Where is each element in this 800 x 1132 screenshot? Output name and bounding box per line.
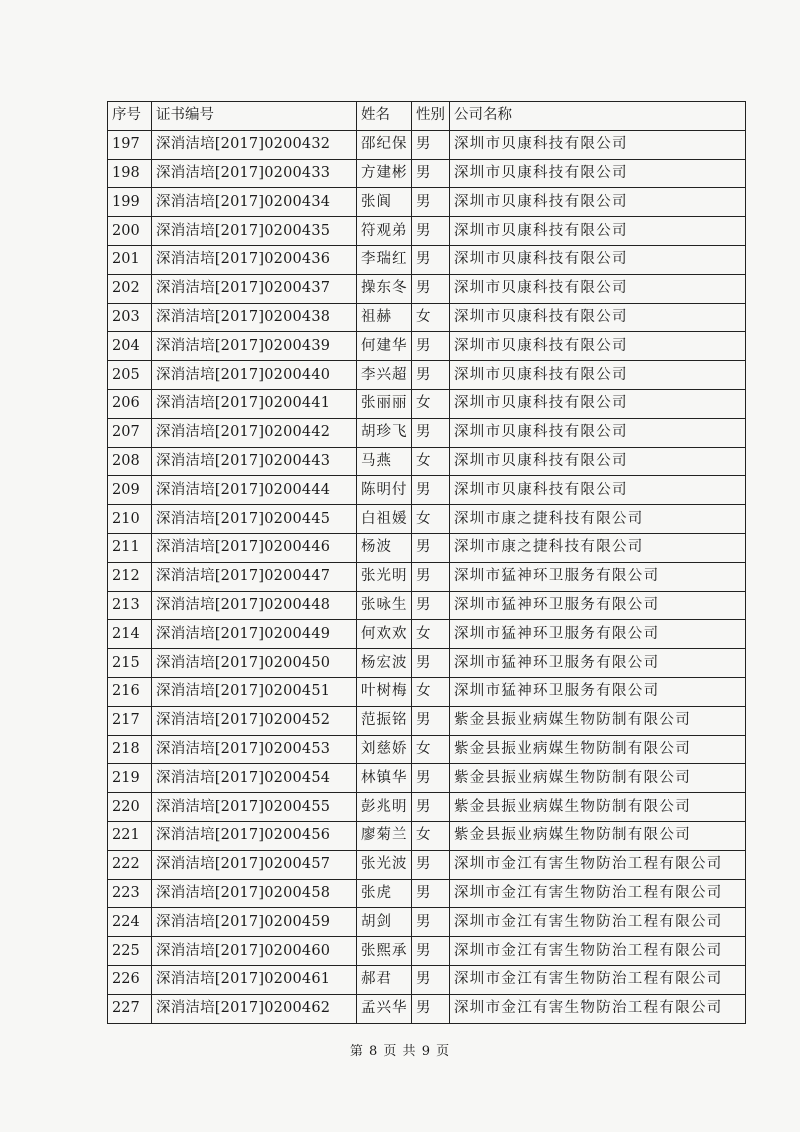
table-row xyxy=(108,965,746,994)
cell-cert: 深消洁培[2017]0200458 xyxy=(152,879,357,908)
cell-cert: 深消洁培[2017]0200456 xyxy=(152,821,357,850)
cell-no: 218 xyxy=(108,735,152,764)
table-row xyxy=(108,649,746,678)
cell-name: 孟兴华 xyxy=(357,994,412,1023)
table-row xyxy=(108,418,746,447)
cell-gender: 男 xyxy=(412,793,450,822)
table-row xyxy=(108,793,746,822)
table-row xyxy=(108,908,746,937)
cell-name: 祖赫 xyxy=(357,303,412,332)
cell-gender: 女 xyxy=(412,677,450,706)
cell-gender: 女 xyxy=(412,389,450,418)
cell-cert: 深消洁培[2017]0200436 xyxy=(152,245,357,274)
cell-name: 何欢欢 xyxy=(357,620,412,649)
cell-gender: 男 xyxy=(412,562,450,591)
table-row xyxy=(108,274,746,303)
cell-gender: 男 xyxy=(412,879,450,908)
cell-name: 白祖媛 xyxy=(357,505,412,534)
cell-company: 紫金县振业病媒生物防制有限公司 xyxy=(450,821,746,850)
cell-cert: 深消洁培[2017]0200449 xyxy=(152,620,357,649)
cell-no: 213 xyxy=(108,591,152,620)
cell-cert: 深消洁培[2017]0200445 xyxy=(152,505,357,534)
cell-company: 深圳市贝康科技有限公司 xyxy=(450,418,746,447)
cell-no: 223 xyxy=(108,879,152,908)
cell-cert: 深消洁培[2017]0200451 xyxy=(152,677,357,706)
table-row xyxy=(108,447,746,476)
cell-company: 紫金县振业病媒生物防制有限公司 xyxy=(450,735,746,764)
cell-no: 216 xyxy=(108,677,152,706)
cell-gender: 女 xyxy=(412,735,450,764)
cell-name: 符观弟 xyxy=(357,217,412,246)
cell-gender: 女 xyxy=(412,821,450,850)
cell-name: 张丽丽 xyxy=(357,389,412,418)
cell-company: 深圳市金江有害生物防治工程有限公司 xyxy=(450,937,746,966)
cell-cert: 深消洁培[2017]0200460 xyxy=(152,937,357,966)
cell-gender: 男 xyxy=(412,908,450,937)
table-row xyxy=(108,332,746,361)
roster-table xyxy=(107,101,746,1024)
cell-company: 深圳市贝康科技有限公司 xyxy=(450,361,746,390)
table-row xyxy=(108,389,746,418)
cell-name: 方建彬 xyxy=(357,159,412,188)
cell-gender: 男 xyxy=(412,159,450,188)
table-row xyxy=(108,850,746,879)
cell-cert: 深消洁培[2017]0200443 xyxy=(152,447,357,476)
cell-company: 深圳市金江有害生物防治工程有限公司 xyxy=(450,879,746,908)
cell-cert: 深消洁培[2017]0200442 xyxy=(152,418,357,447)
cell-cert: 深消洁培[2017]0200438 xyxy=(152,303,357,332)
cell-gender: 男 xyxy=(412,937,450,966)
cell-name: 叶树梅 xyxy=(357,677,412,706)
cell-name: 何建华 xyxy=(357,332,412,361)
cell-name: 刘慈娇 xyxy=(357,735,412,764)
table-row xyxy=(108,159,746,188)
cell-no: 211 xyxy=(108,533,152,562)
cell-no: 197 xyxy=(108,130,152,159)
cell-gender: 男 xyxy=(412,533,450,562)
cell-gender: 男 xyxy=(412,591,450,620)
cell-gender: 男 xyxy=(412,764,450,793)
cell-gender: 男 xyxy=(412,706,450,735)
cell-company: 深圳市贝康科技有限公司 xyxy=(450,159,746,188)
cell-gender: 女 xyxy=(412,303,450,332)
cell-gender: 男 xyxy=(412,188,450,217)
cell-name: 林镇华 xyxy=(357,764,412,793)
cell-cert: 深消洁培[2017]0200434 xyxy=(152,188,357,217)
header-cert: 证书编号 xyxy=(152,102,357,131)
cell-company: 深圳市猛神环卫服务有限公司 xyxy=(450,591,746,620)
cell-cert: 深消洁培[2017]0200453 xyxy=(152,735,357,764)
cell-company: 深圳市康之捷科技有限公司 xyxy=(450,505,746,534)
cell-cert: 深消洁培[2017]0200455 xyxy=(152,793,357,822)
cell-no: 199 xyxy=(108,188,152,217)
table-row xyxy=(108,130,746,159)
cell-name: 郝君 xyxy=(357,965,412,994)
cell-company: 深圳市猛神环卫服务有限公司 xyxy=(450,649,746,678)
cell-name: 彭兆明 xyxy=(357,793,412,822)
table-row xyxy=(108,562,746,591)
header-row xyxy=(108,102,746,131)
cell-gender: 女 xyxy=(412,447,450,476)
cell-no: 207 xyxy=(108,418,152,447)
table-row xyxy=(108,476,746,505)
cell-no: 210 xyxy=(108,505,152,534)
cell-cert: 深消洁培[2017]0200439 xyxy=(152,332,357,361)
cell-no: 202 xyxy=(108,274,152,303)
header-company: 公司名称 xyxy=(450,102,746,131)
table-row xyxy=(108,533,746,562)
cell-cert: 深消洁培[2017]0200437 xyxy=(152,274,357,303)
cell-no: 226 xyxy=(108,965,152,994)
cell-cert: 深消洁培[2017]0200450 xyxy=(152,649,357,678)
table-row xyxy=(108,821,746,850)
cell-cert: 深消洁培[2017]0200441 xyxy=(152,389,357,418)
table-row xyxy=(108,994,746,1023)
cell-company: 深圳市贝康科技有限公司 xyxy=(450,274,746,303)
cell-name: 李瑞红 xyxy=(357,245,412,274)
cell-cert: 深消洁培[2017]0200461 xyxy=(152,965,357,994)
cell-company: 深圳市金江有害生物防治工程有限公司 xyxy=(450,994,746,1023)
cell-company: 深圳市金江有害生物防治工程有限公司 xyxy=(450,850,746,879)
table-row xyxy=(108,879,746,908)
cell-company: 深圳市贝康科技有限公司 xyxy=(450,303,746,332)
table-row xyxy=(108,591,746,620)
cell-name: 陈明付 xyxy=(357,476,412,505)
table-row xyxy=(108,188,746,217)
cell-gender: 男 xyxy=(412,418,450,447)
cell-name: 胡剑 xyxy=(357,908,412,937)
cell-cert: 深消洁培[2017]0200448 xyxy=(152,591,357,620)
table-row xyxy=(108,303,746,332)
cell-cert: 深消洁培[2017]0200462 xyxy=(152,994,357,1023)
cell-name: 杨宏波 xyxy=(357,649,412,678)
cell-cert: 深消洁培[2017]0200444 xyxy=(152,476,357,505)
cell-gender: 男 xyxy=(412,850,450,879)
cell-company: 深圳市康之捷科技有限公司 xyxy=(450,533,746,562)
cell-cert: 深消洁培[2017]0200447 xyxy=(152,562,357,591)
cell-no: 214 xyxy=(108,620,152,649)
table-body xyxy=(108,130,746,1023)
cell-company: 紫金县振业病媒生物防制有限公司 xyxy=(450,793,746,822)
table-row xyxy=(108,217,746,246)
cell-name: 张光波 xyxy=(357,850,412,879)
cell-no: 224 xyxy=(108,908,152,937)
cell-gender: 男 xyxy=(412,274,450,303)
cell-no: 201 xyxy=(108,245,152,274)
cell-cert: 深消洁培[2017]0200459 xyxy=(152,908,357,937)
table-row xyxy=(108,505,746,534)
cell-name: 廖菊兰 xyxy=(357,821,412,850)
cell-gender: 女 xyxy=(412,620,450,649)
cell-gender: 男 xyxy=(412,217,450,246)
cell-company: 深圳市贝康科技有限公司 xyxy=(450,332,746,361)
cell-gender: 男 xyxy=(412,245,450,274)
cell-no: 212 xyxy=(108,562,152,591)
cell-company: 深圳市贝康科技有限公司 xyxy=(450,130,746,159)
cell-company: 深圳市猛神环卫服务有限公司 xyxy=(450,677,746,706)
cell-name: 张咏生 xyxy=(357,591,412,620)
table-row xyxy=(108,677,746,706)
cell-no: 221 xyxy=(108,821,152,850)
cell-name: 张熙承 xyxy=(357,937,412,966)
cell-no: 198 xyxy=(108,159,152,188)
cell-gender: 女 xyxy=(412,505,450,534)
cell-company: 深圳市金江有害生物防治工程有限公司 xyxy=(450,908,746,937)
cell-name: 杨波 xyxy=(357,533,412,562)
cell-gender: 男 xyxy=(412,649,450,678)
cell-name: 张虎 xyxy=(357,879,412,908)
table-row xyxy=(108,620,746,649)
cell-no: 206 xyxy=(108,389,152,418)
cell-no: 209 xyxy=(108,476,152,505)
cell-no: 200 xyxy=(108,217,152,246)
cell-company: 深圳市贝康科技有限公司 xyxy=(450,389,746,418)
cell-name: 张光明 xyxy=(357,562,412,591)
cell-cert: 深消洁培[2017]0200432 xyxy=(152,130,357,159)
header-name: 姓名 xyxy=(357,102,412,131)
cell-company: 深圳市贝康科技有限公司 xyxy=(450,476,746,505)
cell-no: 204 xyxy=(108,332,152,361)
cell-company: 深圳市猛神环卫服务有限公司 xyxy=(450,620,746,649)
table-row xyxy=(108,735,746,764)
table-row xyxy=(108,245,746,274)
cell-no: 208 xyxy=(108,447,152,476)
table-header xyxy=(108,102,746,131)
cell-cert: 深消洁培[2017]0200457 xyxy=(152,850,357,879)
cell-no: 217 xyxy=(108,706,152,735)
cell-name: 胡珍飞 xyxy=(357,418,412,447)
cell-gender: 男 xyxy=(412,476,450,505)
cell-no: 222 xyxy=(108,850,152,879)
cell-no: 203 xyxy=(108,303,152,332)
cell-cert: 深消洁培[2017]0200440 xyxy=(152,361,357,390)
cell-name: 邵纪保 xyxy=(357,130,412,159)
cell-cert: 深消洁培[2017]0200433 xyxy=(152,159,357,188)
cell-gender: 男 xyxy=(412,965,450,994)
header-no: 序号 xyxy=(108,102,152,131)
table-row xyxy=(108,764,746,793)
cell-name: 操东冬 xyxy=(357,274,412,303)
cell-gender: 男 xyxy=(412,332,450,361)
cell-no: 219 xyxy=(108,764,152,793)
cell-company: 深圳市贝康科技有限公司 xyxy=(450,447,746,476)
page-number: 第 8 页 共 9 页 xyxy=(349,1044,451,1059)
cell-company: 深圳市金江有害生物防治工程有限公司 xyxy=(450,965,746,994)
cell-company: 深圳市贝康科技有限公司 xyxy=(450,217,746,246)
cell-gender: 男 xyxy=(412,130,450,159)
cell-cert: 深消洁培[2017]0200446 xyxy=(152,533,357,562)
cell-no: 225 xyxy=(108,937,152,966)
cell-company: 紫金县振业病媒生物防制有限公司 xyxy=(450,764,746,793)
cell-name: 张阆 xyxy=(357,188,412,217)
cell-no: 220 xyxy=(108,793,152,822)
table-row xyxy=(108,706,746,735)
cell-name: 李兴超 xyxy=(357,361,412,390)
table-row xyxy=(108,937,746,966)
cell-company: 深圳市贝康科技有限公司 xyxy=(450,188,746,217)
cell-cert: 深消洁培[2017]0200452 xyxy=(152,706,357,735)
cell-cert: 深消洁培[2017]0200454 xyxy=(152,764,357,793)
cell-no: 227 xyxy=(108,994,152,1023)
cell-cert: 深消洁培[2017]0200435 xyxy=(152,217,357,246)
cell-name: 范振铭 xyxy=(357,706,412,735)
cell-no: 215 xyxy=(108,649,152,678)
cell-name: 马燕 xyxy=(357,447,412,476)
table-row xyxy=(108,361,746,390)
header-gender: 性别 xyxy=(412,102,450,131)
cell-no: 205 xyxy=(108,361,152,390)
cell-company: 深圳市猛神环卫服务有限公司 xyxy=(450,562,746,591)
cell-gender: 男 xyxy=(412,994,450,1023)
cell-company: 深圳市贝康科技有限公司 xyxy=(450,245,746,274)
cell-gender: 男 xyxy=(412,361,450,390)
cell-company: 紫金县振业病媒生物防制有限公司 xyxy=(450,706,746,735)
